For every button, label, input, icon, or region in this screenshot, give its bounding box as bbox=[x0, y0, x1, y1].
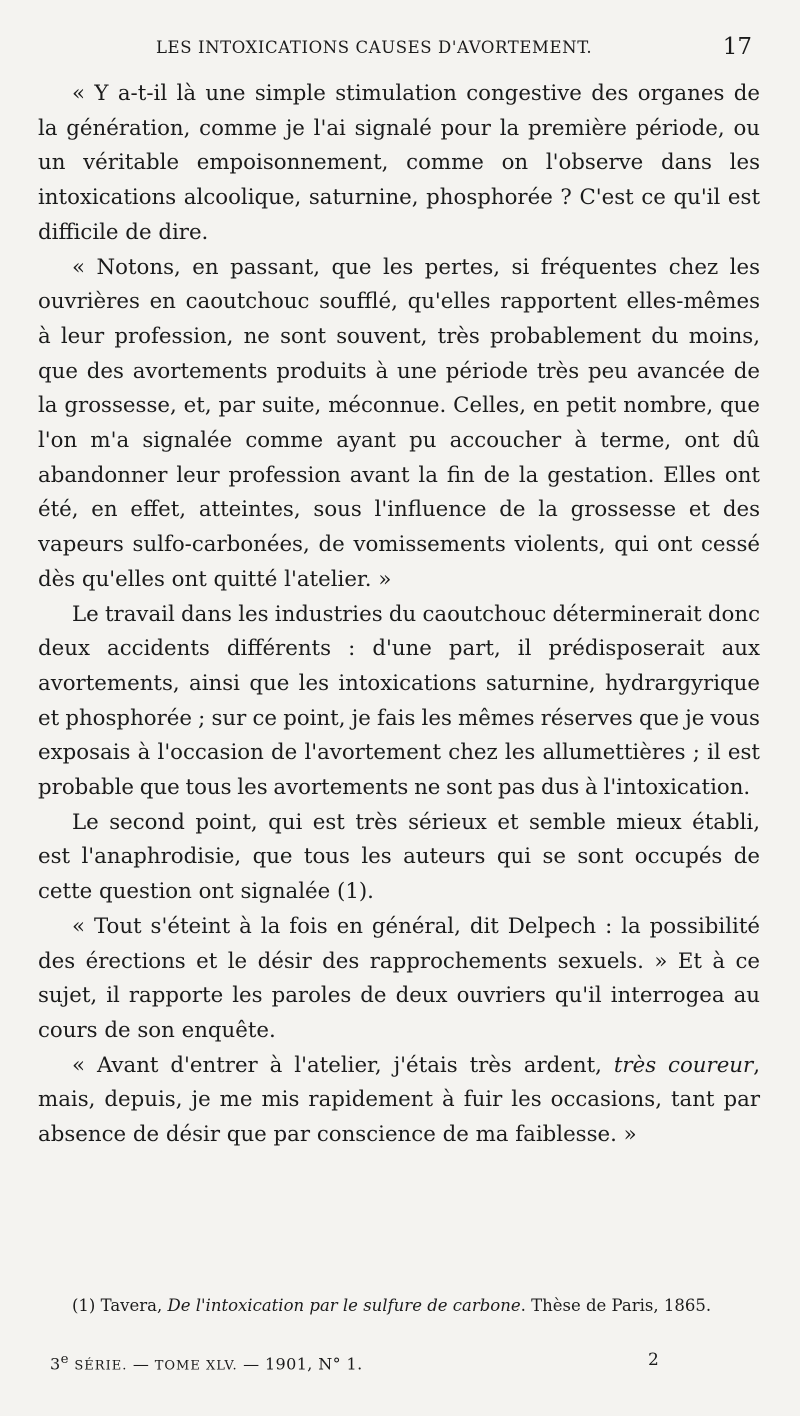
paragraph-quote bbox=[38, 1049, 760, 1153]
paragraph: « Tout s'éteint à la fois en général, dit Delpech : la possibilité des érections et le désir des rapprochements sexuels. » Et à ce sujet, il rapporte les paroles de deux ouvriers qu'il interrogea au cours de son enquête. bbox=[38, 913, 760, 1043]
signature-line bbox=[50, 1352, 760, 1382]
series-number: 3 bbox=[50, 1354, 61, 1374]
tome-label: TOME XLV. bbox=[154, 1358, 238, 1374]
page-number: 17 bbox=[722, 34, 752, 60]
footnote-title: De l'intoxication par le sulfure de carbone bbox=[167, 1296, 521, 1315]
body-text bbox=[38, 77, 760, 1153]
paragraph: « Y a-t-il là une simple stimulation congestive des organes de la génération, comme je l'ai signalé pour la première période, ou un véritable empoisonnement, comme on l'observe dans les intoxications alcoolique, saturnine, phosphorée ? C'est ce qu'il est difficile de dire. bbox=[38, 81, 760, 245]
separator: — bbox=[127, 1354, 155, 1374]
running-header bbox=[40, 36, 756, 66]
quote-text-end: , mais, depuis, je me mis rapidement à fuir les occasions, tant par absence de désir que par conscience de ma faiblesse. » bbox=[38, 1052, 760, 1148]
footnote-marker: (1) Tavera, bbox=[72, 1296, 168, 1315]
paragraph: « Notons, en passant, que les pertes, si fréquentes chez les ouvrières en caoutchouc soufflé, qu'elles rapportent elles-mêmes à leur profession, ne sont souvent, très probablement du moins, que des avortements produits à une période très peu avancée de la grossesse, et, par suite, méconnue. Celles, en petit nombre, que l'on m'a signalée comme ayant pu accoucher à terme, ont dû abandonner leur profession avant la fin de la gestation. Elles ont été, en effet, atteintes, sous l'influence de la grossesse et des vapeurs sulfo-carbonées, de vomissements violents, qui ont cessé dès qu'elles ont quitté l'atelier. » bbox=[38, 254, 760, 592]
paragraph: Le travail dans les industries du caoutchouc déterminerait donc deux accidents différents : d'une part, il prédisposerait aux avortements, ainsi que les intoxications saturnine, hydrargyrique et phosphorée ; sur ce point, je fais les mêmes réserves que je vous exposais à l'occasion de l'avortement chez les allumettières ; il est probable que tous les avortements ne sont pas dus à l'intoxication. bbox=[38, 601, 760, 801]
series-superscript: e bbox=[60, 1352, 69, 1367]
footnote bbox=[50, 1294, 760, 1318]
paragraph: Le second point, qui est très sérieux et semble mieux établi, est l'anaphrodisie, que tous les auteurs qui se sont occupés de cette question ont signalée (1). bbox=[38, 809, 760, 905]
footnote-rest: . Thèse de Paris, 1865. bbox=[520, 1296, 712, 1315]
quote-italic: très coureur bbox=[613, 1052, 754, 1078]
sheet-number: 2 bbox=[648, 1350, 659, 1370]
footnotes bbox=[50, 1294, 760, 1318]
series-label: SÉRIE. bbox=[74, 1358, 128, 1374]
running-title: LES INTOXICATIONS CAUSES D'AVORTEMENT. bbox=[156, 38, 593, 57]
series-info bbox=[50, 1352, 363, 1373]
year-issue: — 1901, N° 1. bbox=[237, 1354, 363, 1374]
quote-text: « Avant d'entrer à l'atelier, j'étais très ardent, bbox=[72, 1052, 614, 1078]
